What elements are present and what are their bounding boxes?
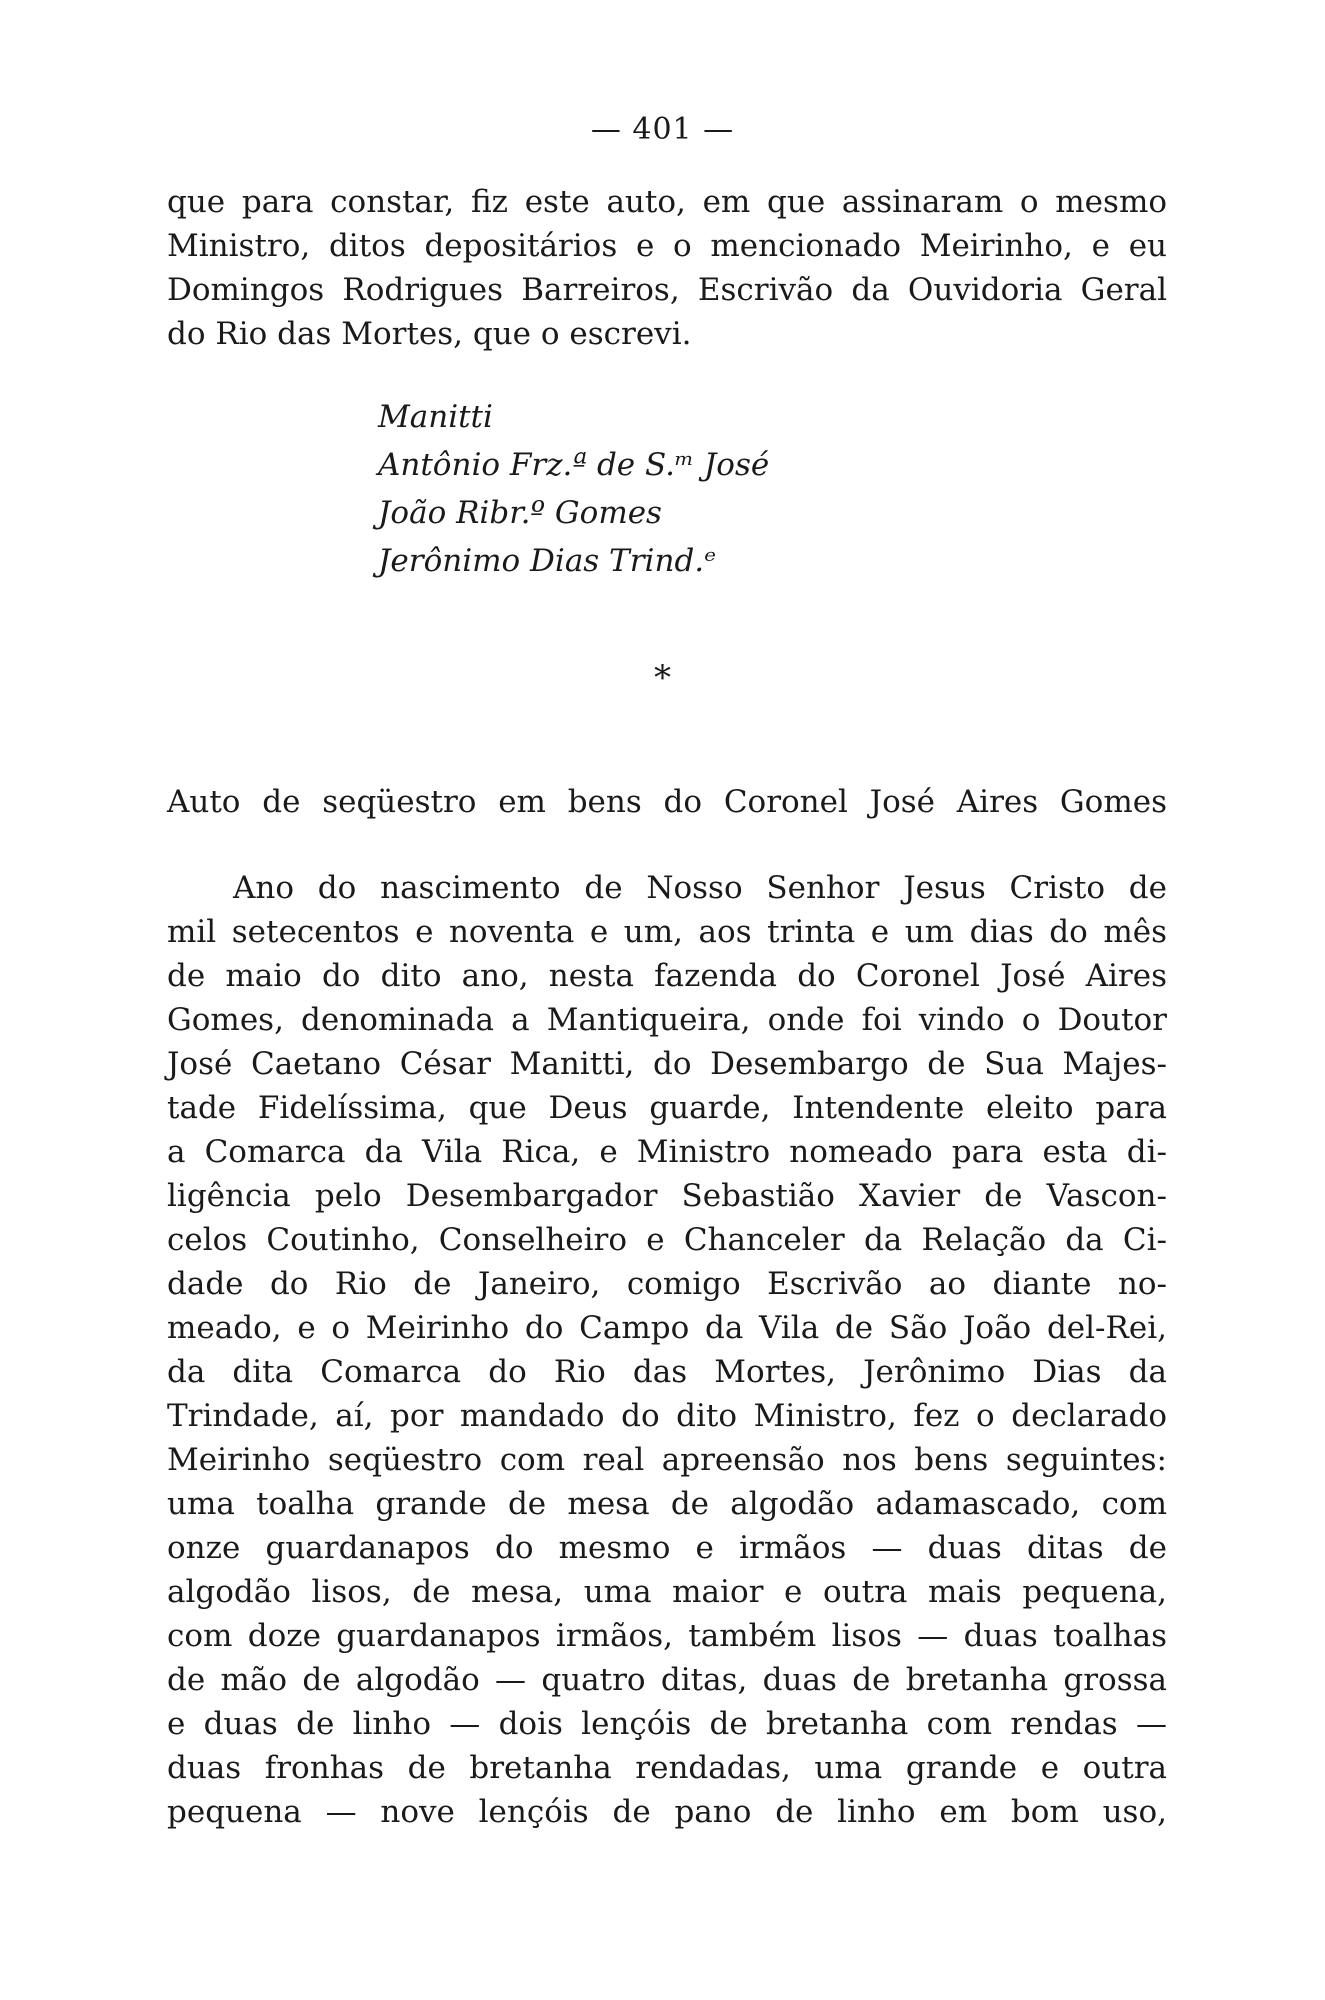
signature-line: João Ribr.º Gomes xyxy=(378,495,662,531)
paragraph-line: algodão lisos, de mesa, uma maior e outra mais pequena, xyxy=(167,1574,1167,1610)
paragraph-line: Trindade, aí, por mandado do dito Ministro, fez o declarado xyxy=(167,1398,1167,1434)
signature-line: Jerônimo Dias Trind.ᵉ xyxy=(378,543,717,579)
paragraph-line: com doze guardanapos irmãos, também lisos — duas toalhas xyxy=(167,1618,1167,1654)
paragraph-line: Meirinho seqüestro com real apreensão nos bens seguintes: xyxy=(167,1442,1167,1478)
paragraph-line: mil setecentos e noventa e um, aos trinta e um dias do mês xyxy=(167,914,1167,950)
paragraph-line: tade Fidelíssima, que Deus guarde, Intendente eleito para xyxy=(167,1090,1167,1126)
body-paragraph xyxy=(167,866,1167,1834)
paragraph-line: a Comarca da Vila Rica, e Ministro nomeado para esta di- xyxy=(167,1134,1167,1170)
paragraph-line: Domingos Rodrigues Barreiros, Escrivão da Ouvidoria Geral xyxy=(167,272,1167,308)
paragraph-line: de maio do dito ano, nesta fazenda do Coronel José Aires xyxy=(167,958,1167,994)
paragraph-line: Ano do nascimento de Nosso Senhor Jesus Cristo de xyxy=(233,870,1167,906)
paragraph-line: meado, e o Meirinho do Campo da Vila de São João del-Rei, xyxy=(167,1310,1167,1346)
paragraph-line: dade do Rio de Janeiro, comigo Escrivão ao diante no- xyxy=(167,1266,1167,1302)
asterisk-separator: * xyxy=(654,658,671,698)
paragraph-line: pequena — nove lençóis de pano de linho em bom uso, xyxy=(167,1794,1167,1830)
paragraph-line: celos Coutinho, Conselheiro e Chanceler da Relação da Ci- xyxy=(167,1222,1167,1258)
signature-block xyxy=(378,393,769,585)
opening-paragraph xyxy=(167,180,1167,356)
paragraph-line: José Caetano César Manitti, do Desembargo de Sua Majes- xyxy=(167,1046,1167,1082)
paragraph-line: duas fronhas de bretanha rendadas, uma grande e outra xyxy=(167,1750,1167,1786)
paragraph-line: onze guardanapos do mesmo e irmãos — duas ditas de xyxy=(167,1530,1167,1566)
paragraph-line: Gomes, denominada a Mantiqueira, onde foi vindo o Doutor xyxy=(167,1002,1167,1038)
paragraph-line: ligência pelo Desembargador Sebastião Xavier de Vascon- xyxy=(167,1178,1167,1214)
paragraph-line: da dita Comarca do Rio das Mortes, Jerônimo Dias da xyxy=(167,1354,1167,1390)
paragraph-line: uma toalha grande de mesa de algodão adamascado, com xyxy=(167,1486,1167,1522)
paragraph-line: do Rio das Mortes, que o escrevi. xyxy=(167,316,692,352)
paragraph-line: de mão de algodão — quatro ditas, duas de bretanha grossa xyxy=(167,1662,1167,1698)
signature-line: Antônio Frz.ª de S.ᵐ José xyxy=(378,447,770,483)
signature-line: Manitti xyxy=(378,399,493,435)
section-title: Auto de seqüestro em bens do Coronel José Aires Gomes xyxy=(167,784,1167,820)
paragraph-line: Ministro, ditos depositários e o mencionado Meirinho, e eu xyxy=(167,228,1167,264)
paragraph-line: que para constar, fiz este auto, em que assinaram o mesmo xyxy=(167,184,1167,220)
paragraph-line: e duas de linho — dois lençóis de bretanha com rendas — xyxy=(167,1706,1167,1742)
page-number: — 401 — xyxy=(590,112,735,147)
